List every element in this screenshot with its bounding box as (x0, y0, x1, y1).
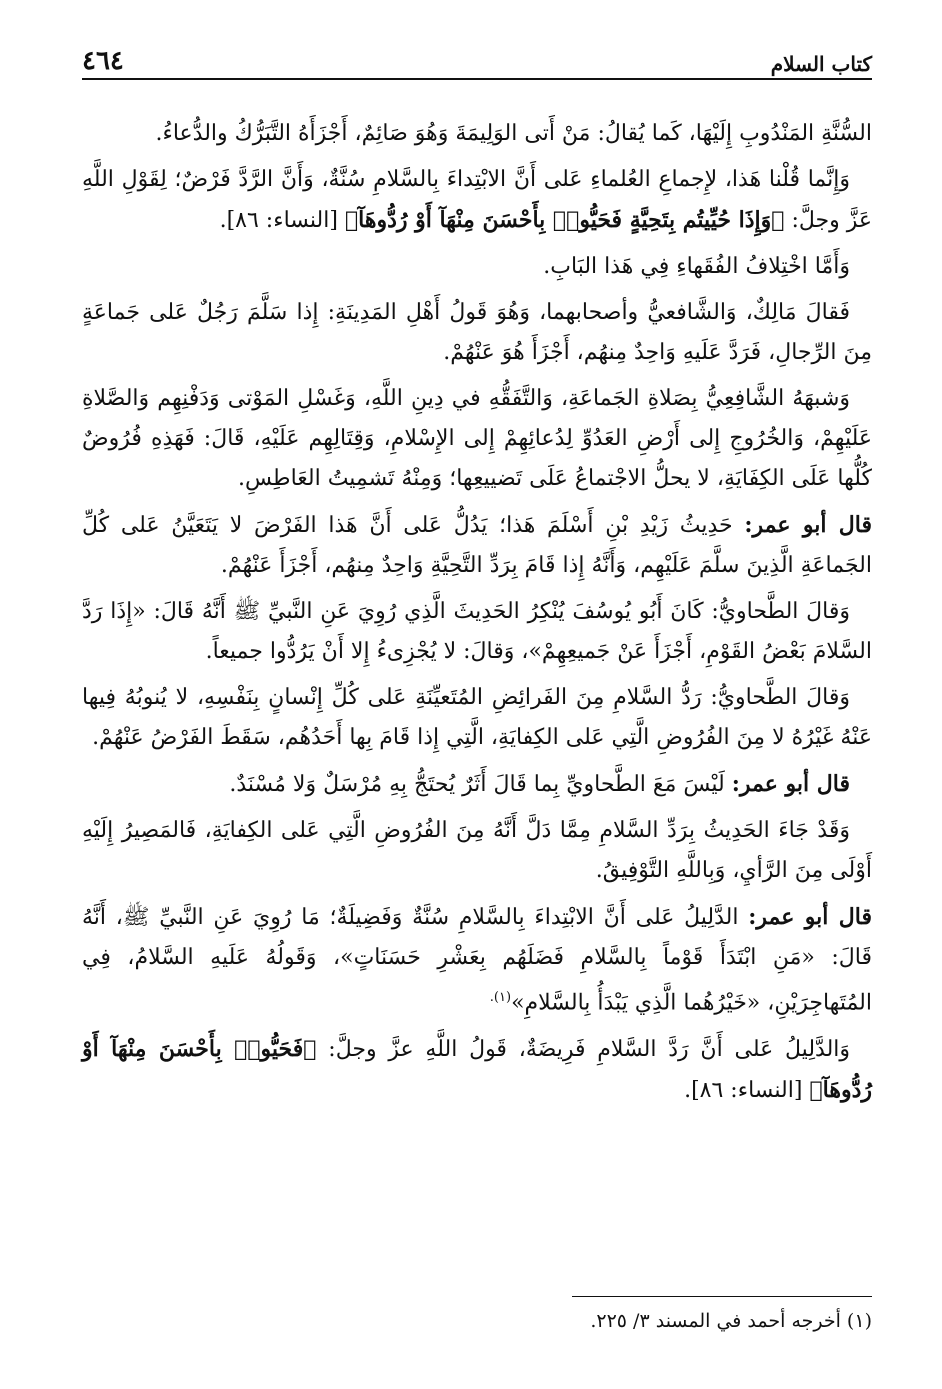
speaker-lead: قال أبو عمر: (748, 904, 873, 930)
paragraph (82, 764, 872, 805)
paragraph (82, 811, 872, 891)
quran-verse: ﴿فَحَيُّوا۟ بِأَحْسَنَ مِنْهَآ أَوْ رُدُّوهَآ﴾ (82, 1036, 872, 1104)
paragraph-text: وَشبهَهُ الشَّافِعِيُّ بِصَلاةِ الجَماعَةِ، وَالتَّفَقُّهِ في دِينِ اللَّهِ، وَغَسْلِ المَوْتى وَدَفْنِهِم وَالصَّلاةِ عَلَيْهِمْ، وَالخُرُوجِ إِلى أَرْضِ العَدُوِّ لِدُعائِهِمْ إِلى الإِسْلامِ، وَقِتَالِهِم عَلَيْهِ، قَالَ: فَهَذِهِ فُرُوضٌ كُلُّها عَلَى الكِفَايَةِ، لا يحلُّ الاجْتماعُ عَلَى تَضييعِها؛ وَمِنْهُ تَشمِيتُ العَاطِسِ. (82, 386, 872, 491)
paragraph (82, 247, 872, 287)
paragraph (82, 379, 872, 499)
paragraph-text: وَأَمَّا اخْتِلافُ الفُقَهاءِ فِي هَذا البَابِ. (543, 254, 850, 279)
footnote: (١) أخرجه أحمد في المسند ٣/ ٢٢٥. (590, 1310, 872, 1332)
paragraph-text: لَيْسَ مَعَ الطَّحاويِّ بِما قَالَ أَثَرٌ يُحتَجُّ بِهِ مُرْسَلٌ وَلا مُسْنَدٌ. (229, 772, 725, 797)
verse-reference: [النساء: ٨٦]. (219, 208, 338, 233)
paragraph (82, 1029, 872, 1111)
paragraph-text: الدَّلِيلُ عَلى أَنَّ الابْتِداءَ بِالسَّلامِ سُنَّةٌ وَفَضِيلَةٌ؛ مَا رُوِيَ عَنِ النَّبيِّ ﷺ، أَنَّهُ قَالَ: «مَنِ ابْتَدَأَ قَوْماً بِالسَّلامِ فَضَلَهُم بِعَشْرِ حَسَنَاتٍ»، وَقَولُهُ عَلَيهِ السَّلامُ، فِي المُتَهاجِرَيْنِ، «خَيْرُهُما الَّذِي يَبْدَأُ بِالسَّلامِ» (82, 905, 872, 1016)
paragraph-text: حَدِيثُ زَيْدِ بْنِ أَسْلَمَ هَذا؛ يَدُلُّ عَلى أَنَّ هَذا الفَرْضَ لا يَتَعَيَّنُ عَلى كُلِّ الجَماعَةِ الَّذِينَ سلَّمَ عَلَيْهِم، وَأَنَّهُ إِذا قَامَ بِرَدِّ التَّحِيَّةِ وَاحِدٌ مِنهُم، أَجْزَأَ عَنْهُمْ. (82, 513, 872, 578)
paragraph-text: وَالدَّلِيلُ عَلى أَنَّ رَدَّ السَّلامِ فَرِيضَةٌ، قَولُ اللَّهِ عزَّ وجلَّ: (328, 1037, 851, 1063)
paragraph (82, 293, 872, 373)
speaker-lead: قال أبو عمر: (744, 512, 872, 538)
footnote-marker[interactable]: (١). (489, 990, 512, 1005)
verse-reference: [النساء: ٨٦]. (684, 1078, 803, 1104)
body-text (82, 114, 872, 1111)
paragraph (82, 678, 872, 758)
book-title: كتاب السلام (770, 52, 872, 76)
paragraph (82, 505, 872, 586)
book-page (82, 42, 872, 1362)
paragraph-text: وَقالَ الطَّحاويُّ: كَانَ أَبُو يُوسُفَ يُنْكِرُ الحَدِيثَ الَّذِي رُوِيَ عَنِ النَّبيِّ ﷺ أَنَّهُ قَالَ: «إِذَا رَدَّ السَّلامَ بَعْضُ القَوْمِ، أَجْزَأَ عَنْ جَميعِهِمْ»، وَقالَ: لا يُجْزِىءُ إِلا أَنْ يَرُدُّوا جميعاً. (82, 599, 872, 664)
quran-verse: ﴿وَإِذَا حُيِّيتُم بِتَحِيَّةٍ فَحَيُّوا۟ بِأَحْسَنَ مِنْهَآ أَوْ رُدُّوهَآ﴾ (344, 207, 785, 233)
running-header (82, 42, 872, 80)
paragraph-text: وَإِنَّما قُلْنا هَذا، لإِجماعِ العُلماءِ عَلى أَنَّ الابْتِداءَ بِالسَّلامِ سُنَّةٌ، وَأَنَّ الرَّدَّ فَرْضٌ؛ لِقَوْلِ اللَّهِ عَزَّ وجلَّ: (82, 167, 872, 233)
paragraph-text: وَقالَ الطَّحاويُّ: رَدُّ السَّلامِ مِنَ الفَرائِضِ المُتَعيِّنَةِ عَلى كُلِّ إِنْسانٍ بِنَفْسِهِ، لا يُنوبُهُ فِيها عَنْهُ غَيْرُهُ لا مِنَ الفُرُوضِ الَّتِي عَلى الكِفايَةِ، الَّتِي إِذا قَامَ بِها أَحَدُهُم، سَقَطَ الفَرْضُ عَنْهُمْ. (82, 685, 872, 750)
paragraph-text: فَقالَ مَالِكٌ، وَالشَّافعيُّ وأصحابهما، وَهُوَ قَولُ أَهْلِ المَدِينَةِ: إِذا سَلَّمَ رَجُلٌ عَلى جَماعَةٍ مِنَ الرِّجالِ، فَرَدَّ عَلَيهِ وَاحِدٌ مِنهُم، أَجْزَأَ هُوَ عَنْهُمْ. (82, 300, 872, 365)
paragraph (82, 592, 872, 672)
paragraph (82, 897, 872, 1023)
paragraph (82, 160, 872, 241)
paragraph (82, 114, 872, 154)
paragraph-text: وَقَدْ جَاءَ الحَدِيثُ بِرَدِّ السَّلامِ مِمَّا دَلَّ أَنَّهُ مِنَ الفُرُوضِ الَّتِي عَلى الكِفايَةِ، فَالمَصِيرُ إِلَيْهِ أَوْلَى مِنَ الرَّأيِ، وَبِاللَّهِ التَّوْفِيقُ. (82, 818, 872, 883)
speaker-lead: قال أبو عمر: (731, 771, 850, 797)
paragraph-text: السُّنَّةِ المَنْدُوبِ إِلَيْهَا، كَما يُقالُ: مَنْ أَتى الوَلِيمَةَ وَهُوَ صَائِمٌ، أَجْزَأَهُ التَّبَرُّكُ والدُّعاءُ. (155, 121, 872, 146)
footnote-divider (572, 1296, 872, 1297)
page-number: ٤٦٤ (82, 46, 124, 76)
